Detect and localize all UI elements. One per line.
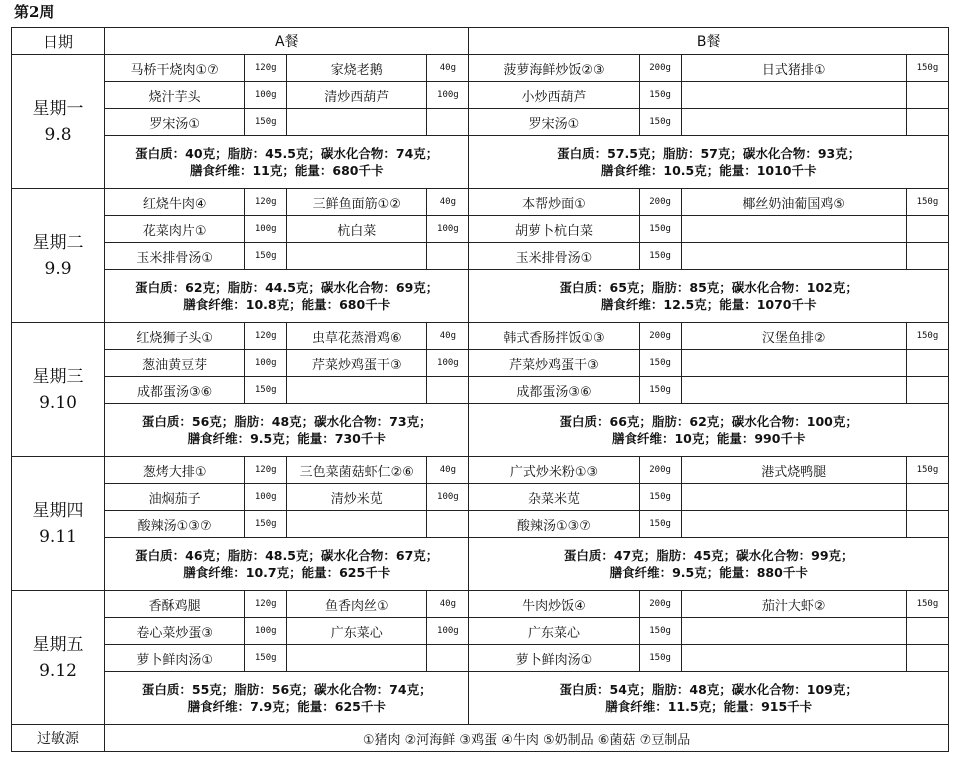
empty-cell	[906, 243, 948, 270]
day-row-2	[12, 618, 949, 645]
empty-cell	[906, 618, 948, 645]
a-side-dish: 家烧老鹅	[287, 55, 427, 82]
a-veg-weight: 100g	[245, 350, 287, 377]
empty-cell	[427, 377, 469, 404]
a-nutrition-line-2: 膳食纤维：10.7克；能量：625千卡	[183, 565, 391, 580]
b-soup-weight: 150g	[639, 511, 681, 538]
week-title: 第2周	[14, 3, 55, 21]
a-veg2-weight: 100g	[427, 618, 469, 645]
empty-cell	[287, 645, 427, 672]
b-soup: 萝卜鲜肉汤①	[469, 645, 639, 672]
day-row-1	[12, 457, 949, 484]
day-row-3	[12, 109, 949, 136]
b-veg-weight: 150g	[639, 618, 681, 645]
empty-cell	[287, 511, 427, 538]
empty-cell	[681, 377, 906, 404]
a-nutrition-line-2: 膳食纤维：10.8克；能量：680千卡	[183, 297, 391, 312]
empty-cell	[681, 109, 906, 136]
b-main-weight: 200g	[639, 457, 681, 484]
b-side-dish: 椰丝奶油葡国鸡⑤	[681, 189, 906, 216]
a-main-weight: 120g	[245, 189, 287, 216]
a-soup-weight: 150g	[245, 109, 287, 136]
header-b-meal: B餐	[469, 28, 949, 55]
b-main-weight: 200g	[639, 189, 681, 216]
weekday: 星期一	[32, 98, 84, 119]
a-side-dish: 三色菜菌菇虾仁②⑥	[287, 457, 427, 484]
empty-cell	[906, 645, 948, 672]
empty-cell	[681, 82, 906, 109]
b-veg-dish: 广东菜心	[469, 618, 639, 645]
weekday: 星期三	[32, 366, 84, 387]
empty-cell	[681, 484, 906, 511]
a-soup-weight: 150g	[245, 243, 287, 270]
a-side-weight: 40g	[427, 323, 469, 350]
b-soup-weight: 150g	[639, 377, 681, 404]
b-side-dish: 茄汁大虾②	[681, 591, 906, 618]
day-nutrition-row	[12, 672, 949, 725]
a-nutrition-line-1: 蛋白质：62克；脂肪：44.5克；碳水化合物：69克；	[135, 280, 439, 295]
empty-cell	[906, 82, 948, 109]
day-row-1	[12, 55, 949, 82]
a-nutrition	[105, 672, 469, 725]
a-nutrition-line-2: 膳食纤维：11克；能量：680千卡	[189, 163, 384, 178]
b-soup: 酸辣汤①③⑦	[469, 511, 639, 538]
a-nutrition-line-2: 膳食纤维：7.9克；能量：625千卡	[187, 699, 386, 714]
b-nutrition	[469, 672, 949, 725]
b-nutrition-line-1: 蛋白质：65克；脂肪：85克；碳水化合物：102克；	[559, 280, 858, 295]
a-side-weight: 40g	[427, 55, 469, 82]
empty-cell	[906, 377, 948, 404]
menu-body	[12, 55, 949, 725]
b-nutrition	[469, 270, 949, 323]
empty-cell	[427, 511, 469, 538]
b-main-dish: 本帮炒面①	[469, 189, 639, 216]
a-side-dish: 三鲜鱼面筋①②	[287, 189, 427, 216]
a-veg2-weight: 100g	[427, 82, 469, 109]
a-side-weight: 40g	[427, 457, 469, 484]
empty-cell	[681, 618, 906, 645]
b-main-weight: 200g	[639, 323, 681, 350]
b-main-dish: 菠萝海鲜炒饭②③	[469, 55, 639, 82]
b-nutrition-line-2: 膳食纤维：11.5克；能量：915千卡	[605, 699, 813, 714]
a-main-weight: 120g	[245, 55, 287, 82]
b-veg-weight: 150g	[639, 216, 681, 243]
a-soup: 玉米排骨汤①	[105, 243, 245, 270]
a-main-weight: 120g	[245, 323, 287, 350]
empty-cell	[906, 216, 948, 243]
header-date: 日期	[12, 28, 105, 55]
b-main-dish: 韩式香肠拌饭①③	[469, 323, 639, 350]
a-veg2-weight: 100g	[427, 350, 469, 377]
a-side-dish: 虫草花蒸滑鸡⑥	[287, 323, 427, 350]
b-nutrition-line-2: 膳食纤维：12.5克；能量：1070千卡	[600, 297, 817, 312]
day-row-1	[12, 189, 949, 216]
b-veg-dish: 芹菜炒鸡蛋干③	[469, 350, 639, 377]
header-row	[12, 28, 949, 55]
a-veg2-dish: 芹菜炒鸡蛋干③	[287, 350, 427, 377]
day-row-3	[12, 511, 949, 538]
day-nutrition-row	[12, 404, 949, 457]
a-veg-dish: 烧汁芋头	[105, 82, 245, 109]
empty-cell	[287, 243, 427, 270]
empty-cell	[681, 645, 906, 672]
b-veg-weight: 150g	[639, 350, 681, 377]
a-main-weight: 120g	[245, 591, 287, 618]
empty-cell	[906, 484, 948, 511]
a-main-dish: 红烧狮子头①	[105, 323, 245, 350]
b-soup-weight: 150g	[639, 109, 681, 136]
empty-cell	[287, 377, 427, 404]
a-nutrition-line-1: 蛋白质：56克；脂肪：48克；碳水化合物：73克；	[141, 414, 432, 429]
day-row-1	[12, 591, 949, 618]
b-nutrition-line-1: 蛋白质：57.5克；脂肪：57克；碳水化合物：93克；	[557, 146, 861, 161]
a-nutrition	[105, 538, 469, 591]
a-side-weight: 40g	[427, 189, 469, 216]
b-veg-weight: 150g	[639, 484, 681, 511]
a-veg2-dish: 广东菜心	[287, 618, 427, 645]
b-soup: 成都蛋汤③⑥	[469, 377, 639, 404]
b-side-weight: 150g	[906, 457, 948, 484]
day-label	[12, 55, 105, 189]
day-nutrition-row	[12, 136, 949, 189]
day-row-2	[12, 216, 949, 243]
day-row-3	[12, 645, 949, 672]
b-nutrition-line-2: 膳食纤维：10.5克；能量：1010千卡	[600, 163, 817, 178]
b-side-dish: 港式烧鸭腿	[681, 457, 906, 484]
day-row-2	[12, 350, 949, 377]
b-nutrition-line-2: 膳食纤维：9.5克；能量：880千卡	[609, 565, 808, 580]
day-label	[12, 457, 105, 591]
b-main-dish: 广式炒米粉①③	[469, 457, 639, 484]
a-veg2-dish: 杭白菜	[287, 216, 427, 243]
b-nutrition	[469, 404, 949, 457]
day-row-3	[12, 243, 949, 270]
b-soup-weight: 150g	[639, 243, 681, 270]
a-veg2-weight: 100g	[427, 216, 469, 243]
b-side-weight: 150g	[906, 55, 948, 82]
day-label	[12, 591, 105, 725]
a-main-dish: 红烧牛肉④	[105, 189, 245, 216]
b-veg-weight: 150g	[639, 82, 681, 109]
day-label	[12, 189, 105, 323]
b-side-weight: 150g	[906, 323, 948, 350]
b-veg-dish: 小炒西葫芦	[469, 82, 639, 109]
a-veg2-dish: 清炒西葫芦	[287, 82, 427, 109]
menu-table	[11, 27, 949, 752]
a-veg-weight: 100g	[245, 618, 287, 645]
b-main-weight: 200g	[639, 55, 681, 82]
a-side-dish: 鱼香肉丝①	[287, 591, 427, 618]
b-nutrition-line-1: 蛋白质：47克；脂肪：45克；碳水化合物：99克；	[563, 548, 854, 563]
empty-cell	[906, 109, 948, 136]
a-veg-weight: 100g	[245, 216, 287, 243]
a-nutrition-line-1: 蛋白质：55克；脂肪：56克；碳水化合物：74克；	[141, 682, 432, 697]
b-side-weight: 150g	[906, 591, 948, 618]
date: 9.8	[44, 124, 72, 145]
empty-cell	[427, 645, 469, 672]
b-nutrition-line-1: 蛋白质：54克；脂肪：48克；碳水化合物：109克；	[559, 682, 858, 697]
a-soup-weight: 150g	[245, 511, 287, 538]
a-nutrition-line-1: 蛋白质：40克；脂肪：45.5克；碳水化合物：74克；	[135, 146, 439, 161]
a-veg-dish: 油焖茄子	[105, 484, 245, 511]
allergen-row	[12, 725, 949, 752]
a-main-dish: 葱烤大排①	[105, 457, 245, 484]
a-nutrition-line-1: 蛋白质：46克；脂肪：48.5克；碳水化合物：67克；	[135, 548, 439, 563]
a-veg-weight: 100g	[245, 484, 287, 511]
date: 9.12	[39, 660, 77, 681]
a-main-dish: 马桥干烧肉①⑦	[105, 55, 245, 82]
b-main-dish: 牛肉炒饭④	[469, 591, 639, 618]
a-side-weight: 40g	[427, 591, 469, 618]
b-soup: 罗宋汤①	[469, 109, 639, 136]
a-nutrition-line-2: 膳食纤维：9.5克；能量：730千卡	[187, 431, 386, 446]
day-nutrition-row	[12, 538, 949, 591]
weekday: 星期二	[32, 232, 84, 253]
a-soup: 罗宋汤①	[105, 109, 245, 136]
a-soup: 成都蛋汤③⑥	[105, 377, 245, 404]
b-side-weight: 150g	[906, 189, 948, 216]
day-row-2	[12, 82, 949, 109]
a-soup: 萝卜鲜肉汤①	[105, 645, 245, 672]
b-nutrition	[469, 538, 949, 591]
allergen-label: 过敏源	[12, 725, 105, 752]
a-nutrition	[105, 404, 469, 457]
empty-cell	[427, 109, 469, 136]
a-main-dish: 香酥鸡腿	[105, 591, 245, 618]
b-veg-dish: 胡萝卜杭白菜	[469, 216, 639, 243]
a-veg-dish: 卷心菜炒蛋③	[105, 618, 245, 645]
allergen-legend: ①猪肉 ②河海鲜 ③鸡蛋 ④牛肉 ⑤奶制品 ⑥菌菇 ⑦豆制品	[105, 725, 949, 752]
a-veg-dish: 葱油黄豆芽	[105, 350, 245, 377]
b-soup: 玉米排骨汤①	[469, 243, 639, 270]
empty-cell	[681, 243, 906, 270]
b-soup-weight: 150g	[639, 645, 681, 672]
date: 9.11	[39, 526, 77, 547]
weekday: 星期四	[32, 500, 84, 521]
empty-cell	[681, 216, 906, 243]
weekday: 星期五	[32, 634, 84, 655]
empty-cell	[287, 109, 427, 136]
b-veg-dish: 杂菜米苋	[469, 484, 639, 511]
day-nutrition-row	[12, 270, 949, 323]
empty-cell	[427, 243, 469, 270]
date: 9.10	[39, 392, 77, 413]
a-soup-weight: 150g	[245, 377, 287, 404]
b-side-dish: 日式猪排①	[681, 55, 906, 82]
a-veg2-weight: 100g	[427, 484, 469, 511]
empty-cell	[681, 350, 906, 377]
a-veg-dish: 花菜肉片①	[105, 216, 245, 243]
day-row-3	[12, 377, 949, 404]
b-nutrition-line-2: 膳食纤维：10克；能量：990千卡	[611, 431, 806, 446]
a-veg-weight: 100g	[245, 82, 287, 109]
b-nutrition-line-1: 蛋白质：66克；脂肪：62克；碳水化合物：100克；	[559, 414, 858, 429]
day-row-1	[12, 323, 949, 350]
day-row-2	[12, 484, 949, 511]
day-label	[12, 323, 105, 457]
a-nutrition	[105, 270, 469, 323]
a-soup: 酸辣汤①③⑦	[105, 511, 245, 538]
b-main-weight: 200g	[639, 591, 681, 618]
b-side-dish: 汉堡鱼排②	[681, 323, 906, 350]
a-soup-weight: 150g	[245, 645, 287, 672]
empty-cell	[906, 511, 948, 538]
empty-cell	[906, 350, 948, 377]
date: 9.9	[44, 258, 72, 279]
empty-cell	[681, 511, 906, 538]
header-a-meal: A餐	[105, 28, 469, 55]
a-main-weight: 120g	[245, 457, 287, 484]
b-nutrition	[469, 136, 949, 189]
a-veg2-dish: 清炒米苋	[287, 484, 427, 511]
a-nutrition	[105, 136, 469, 189]
